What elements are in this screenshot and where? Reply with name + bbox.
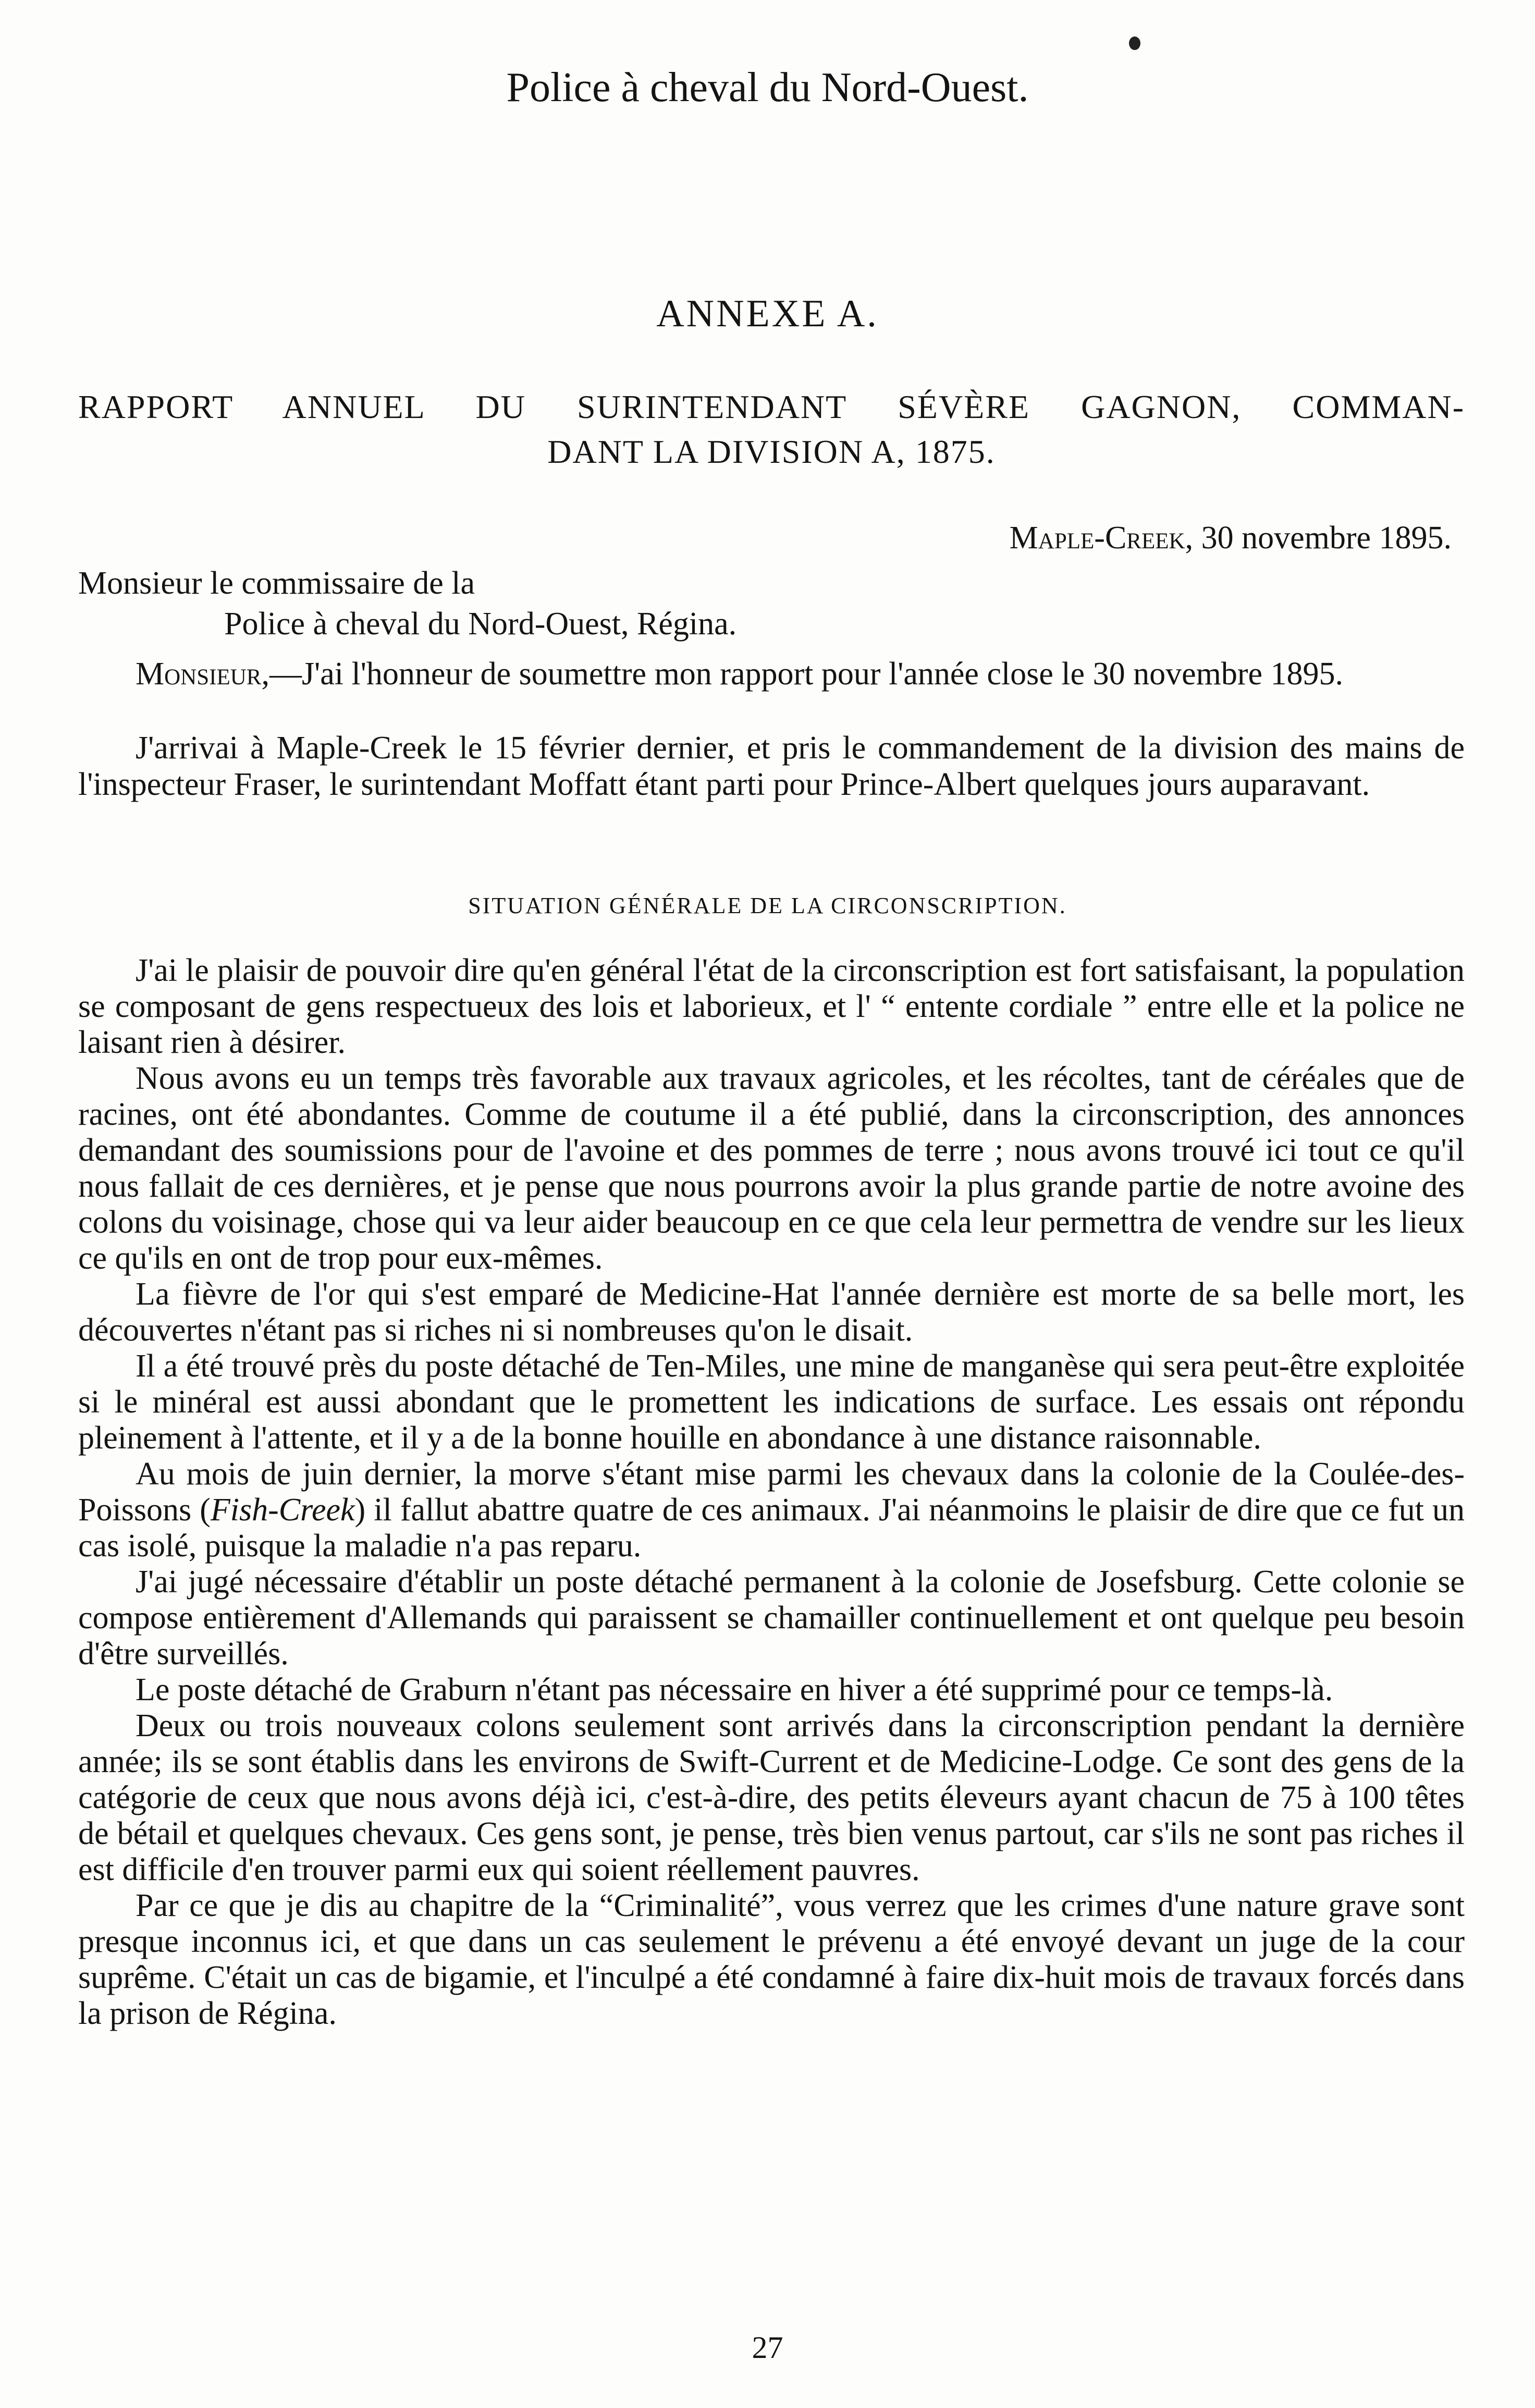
fish-creek-italic: Fish-Creek (210, 1492, 355, 1528)
body-text (78, 953, 1465, 2032)
page-number: 27 (752, 2330, 783, 2365)
dateline-place: Maple-Creek (1009, 520, 1185, 556)
paragraph-josefsburg: J'ai jugé nécessaire d'établir un poste détaché permanent à la colonie de Josefsburg. Cette colonie se compose entièrement d'Allemands qui paraissent se chamailler continuellement et ont quelque peu besoin d'être surveillés. (78, 1564, 1465, 1672)
salutation-paragraph (78, 656, 1465, 692)
paragraph-new-settlers: Deux ou trois nouveaux colons seulement sont arrivés dans la circonscription pendant la dernière année; ils se sont établis dans les environs de Swift-Current et de Medicine-Lodge. Ce sont des gens de la catégorie de ceux que nous avons déjà ici, c'est-à-dire, des petits éleveurs ayant chacun de 75 à 100 têtes de bétail et quelques chevaux. Ces gens sont, je pense, très bien venus partout, car s'ils ne sont pas riches il est difficile d'en trouver parmi eux qui soient réellement pauvres. (78, 1708, 1465, 1887)
paragraph-glanders (78, 1456, 1465, 1564)
paragraph-gold-fever: La fièvre de l'or qui s'est emparé de Medicine-Hat l'année dernière est morte de sa belle mort, les découvertes n'étant pas si riches ni si nombreuses qu'on le disait. (78, 1276, 1465, 1348)
report-title (78, 385, 1465, 474)
section-heading: SITUATION GÉNÉRALE DE LA CIRCONSCRIPTION. (468, 893, 1067, 918)
paragraph-general-situation: J'ai le plaisir de pouvoir dire qu'en général l'état de la circonscription est fort satisfaisant, la population se composant de gens respectueux des lois et laborieux, et l' “ entente cordiale ” entre elle et la police ne laisant rien à désirer. (78, 953, 1465, 1060)
paragraph-glanders-after: ) il fallut abattre quatre de ces animaux. J'ai néanmoins le plaisir de dire que ce fut un cas isolé, puisque la maladie n'a pas reparu. (78, 1492, 1465, 1564)
paragraph-graburn: Le poste détaché de Graburn n'étant pas nécessaire en hiver a été supprimé pour ce temps-là. (136, 1672, 1333, 1707)
report-title-line-1: RAPPORT ANNUEL DU SURINTENDANT SÉVÈRE GAGNON, COMMAN- (78, 388, 1465, 425)
dateline-date: , 30 novembre 1895. (1185, 520, 1452, 556)
paragraph-manganese-mine: Il a été trouvé près du poste détaché de Ten-Miles, une mine de manganèse qui sera peut-être exploitée si le minéral est aussi abondant que le promettent les indications de surface. Les essais ont répondu pleinement à l'attente, et il y a de la bonne houille en abondance à une distance raisonnable. (78, 1348, 1465, 1456)
ink-speck (1129, 36, 1140, 50)
salutation-lead: Monsieur (136, 656, 262, 692)
dateline (1010, 517, 1452, 559)
address-line-1: Monsieur le commissaire de la (78, 566, 475, 601)
running-head: Police à cheval du Nord-Ouest. (506, 65, 1029, 110)
report-title-line-2: DANT LA DIVISION A, 1875. (547, 433, 996, 470)
arrival-paragraph: J'arrivai à Maple-Creek le 15 février dernier, et pris le commandement de la division des mains de l'inspecteur Fraser, le surintendant Moffatt étant parti pour Prince-Albert quelques jours auparavant. (78, 730, 1465, 802)
paragraph-criminality: Par ce que je dis au chapitre de la “Criminalité”, vous verrez que les crimes d'une nature grave sont presque inconnus ici, et que dans un cas seulement le prévenu a été envoyé devant un juge de la cour suprême. C'était un cas de bigamie, et l'inculpé a été condamné à faire dix-huit mois de travaux forcés dans la prison de Régina. (78, 1888, 1465, 2031)
annex-title: ANNEXE A. (656, 292, 879, 335)
address-line-2: Police à cheval du Nord-Ouest, Régina. (224, 606, 737, 642)
salutation-text: ,—J'ai l'honneur de soumettre mon rapport pour l'année close le 30 novembre 1895. (261, 656, 1343, 692)
paragraph-harvest: Nous avons eu un temps très favorable aux travaux agricoles, et les récoltes, tant de céréales que de racines, ont été abondantes. Comme de coutume il a été publié, dans la circonscription, des annonces demandant des soumissions pour de l'avoine et des pommes de terre ; nous avons trouvé ici tout ce qu'il nous fallait de ces dernières, et je pense que nous pourrons avoir la plus grande partie de notre avoine des colons du voisinage, chose qui va leur aider beaucoup en ce que cela leur permettra de vendre sur les lieux ce qu'ils en ont de trop pour eux-mêmes. (78, 1061, 1465, 1276)
recipient-address (78, 563, 1465, 644)
paragraph-glanders-before: Au mois de juin dernier, la morve s'étant mise parmi les chevaux dans la colonie de la Coulée-des-Poissons ( (78, 1456, 1465, 1528)
